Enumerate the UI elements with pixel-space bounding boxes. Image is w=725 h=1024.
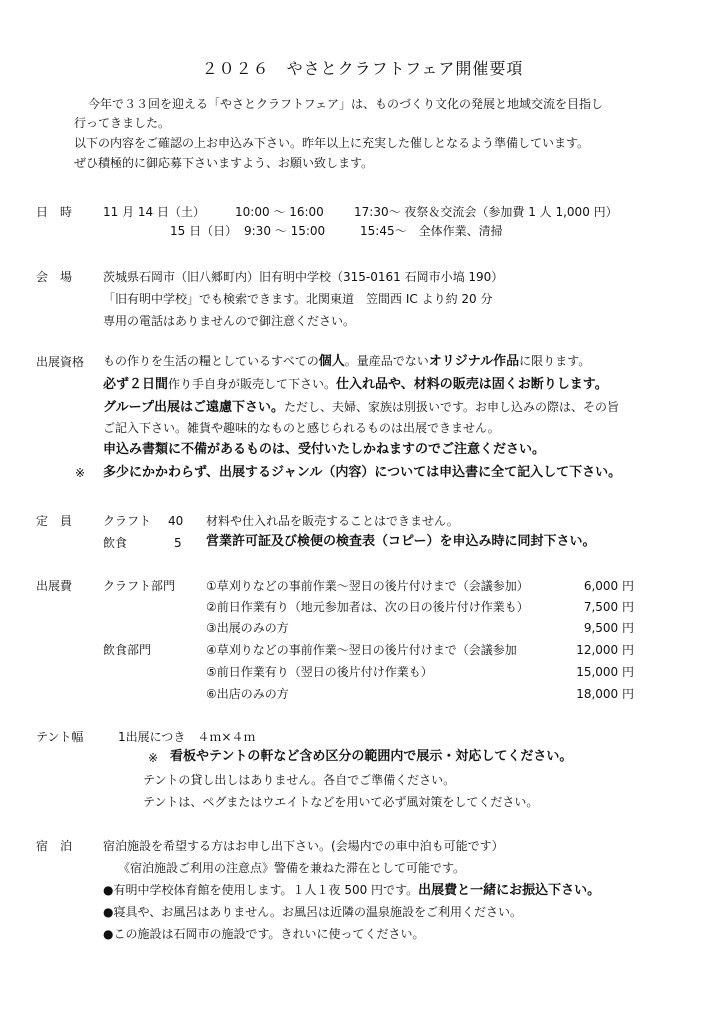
eligibility-line-2: 必ず２日間作り手自身が販売して下さい。仕入れ品や、材料の販売は固くお断りします。 xyxy=(103,377,608,392)
schedule-day2-event: 15:45～ 全体作業、清掃 xyxy=(360,224,503,238)
eligibility-label: 出展資格 xyxy=(36,355,85,369)
capacity-craft-label: クラフト xyxy=(103,514,152,528)
lodging-bullet-2: ●寝具や、お風呂はありません。お風呂は近隣の温泉施設をご利用ください。 xyxy=(103,905,522,919)
intro-line-4: ぜひ積極的に御応募下さいますよう、お願い致します。 xyxy=(74,156,374,170)
intro-line-1: 今年で３３回を迎える「やさとクラフトフェア」は、ものづくり文化の発展と地域交流を目指し xyxy=(88,97,604,111)
lodging-bullet-3: ●この施設は石岡市の施設です。きれいに使ってください。 xyxy=(103,927,425,941)
capacity-food-label: 飲食 xyxy=(103,536,128,550)
venue-line-1: 茨城県石岡市（旧八郷町内）旧有明中学校（315-0161 石岡市小塙 190） xyxy=(103,270,504,284)
tent-line-3: テントは、ペグまたはウエイトなどを用いて必ず風対策をしてください。 xyxy=(143,795,539,809)
capacity-craft-note: 材料や仕入れ品を販売することはできません。 xyxy=(206,514,459,528)
fee-item-desc: ①草刈りなどの事前作業～翌日の後片付けまで（会議参加） xyxy=(206,579,529,593)
schedule-day1-time: 10:00 ～ 16:00 xyxy=(235,205,324,219)
capacity-food-note: 営業許可証及び検便の検査表（コピー）を申込み時に同封下さい。 xyxy=(206,534,596,549)
venue-line-2: 「旧有明中学校」でも検索できます。北関東道 笠間西 IC より約 20 分 xyxy=(103,292,493,306)
venue-line-3: 専用の電話はありませんので御注意ください。 xyxy=(103,314,356,328)
venue-label: 会 場 xyxy=(36,270,73,284)
eligibility-line-5: 申込み書類に不備があるものは、受付いたしかねますのでご注意ください。 xyxy=(103,442,546,457)
eligibility-line-4: ご記入下さい。雑貨や趣味的なものと感じられるものは出展できません。 xyxy=(103,421,500,435)
tent-size: 1出展につき ４ｍ×４ｍ xyxy=(118,730,256,744)
lodging-bullet-1: ●有明中学校体育館を使用します。１人１夜 500 円です。出展費と一緒にお振込下さい。 xyxy=(103,883,601,898)
tent-note: 看板やテントの軒など含め区分の範囲内で展示・対応してください。 xyxy=(170,749,573,764)
tent-line-2: テントの貸し出しはありません。各自でご準備ください。 xyxy=(143,773,456,787)
intro-line-3: 以下の内容をご確認の上お申込み下さい。昨年以上に充実した催しとなるよう準備しています。 xyxy=(74,136,590,150)
capacity-food-num: 5 xyxy=(174,536,182,550)
fees-craft-label: クラフト部門 xyxy=(103,579,176,593)
schedule-day1-event: 17:30～ 夜祭＆交流会（参加費 1 人 1,000 円） xyxy=(354,205,618,219)
lodging-label: 宿 泊 xyxy=(36,839,73,853)
fee-item-desc: ⑤前日作業有り（翌日の後片付け作業も） xyxy=(206,665,433,679)
fee-item-price: 6,000 円 xyxy=(583,579,634,593)
tent-note-mark: ※ xyxy=(148,751,159,765)
eligibility-line-1: もの作りを生活の糧としているすべての個人。量産品でないオリジナル作品に限ります。 xyxy=(103,354,591,369)
page-title: ２０２６ やさとクラフトフェア開催要項 xyxy=(201,59,524,78)
schedule-day2-time: 9:30 ～ 15:00 xyxy=(244,224,326,238)
fee-item-price: 9,500 円 xyxy=(583,621,634,635)
fee-item-desc: ③出展のみの方 xyxy=(206,621,289,635)
schedule-day1-date: 11 月 14 日（土） xyxy=(103,205,205,219)
fee-item-price: 7,500 円 xyxy=(583,600,634,614)
eligibility-note-mark: ※ xyxy=(75,466,86,480)
eligibility-line-3: グループ出展はご遠慮下さい。ただし、夫婦、家族は別扱いです。お申し込みの際は、その旨 xyxy=(103,400,620,415)
lodging-line-1: 宿泊施設を希望する方はお申し出下さい。(会場内での車中泊も可能です） xyxy=(103,839,504,853)
eligibility-line-6: 多少にかかわらず、出展するジャンル（内容）については申込書に全て記入して下さい。 xyxy=(103,465,622,480)
fee-item-desc: ②前日作業有り（地元参加者は、次の日の後片付け作業も） xyxy=(206,600,529,614)
tent-label: テント幅 xyxy=(36,730,84,744)
capacity-craft-num: 40 xyxy=(168,514,184,528)
fees-food-label: 飲食部門 xyxy=(103,643,152,657)
intro-line-2: 行ってきました。 xyxy=(74,116,171,130)
capacity-label: 定 員 xyxy=(36,514,73,528)
fees-label: 出展費 xyxy=(36,579,73,593)
fee-item-price: 15,000 円 xyxy=(576,665,634,679)
fee-item-desc: ⑥出店のみの方 xyxy=(206,687,289,701)
schedule-day2-date: 15 日（日） xyxy=(170,224,238,238)
fee-item-desc: ④草刈りなどの事前作業～翌日の後片付けまで（会議参加 xyxy=(206,643,517,657)
schedule-label: 日 時 xyxy=(36,205,73,219)
fee-item-price: 18,000 円 xyxy=(576,687,634,701)
lodging-line-2: 《宿泊施設ご利用の注意点》警備を兼ねた滞在として可能です。 xyxy=(118,861,466,875)
fee-item-price: 12,000 円 xyxy=(576,643,634,657)
